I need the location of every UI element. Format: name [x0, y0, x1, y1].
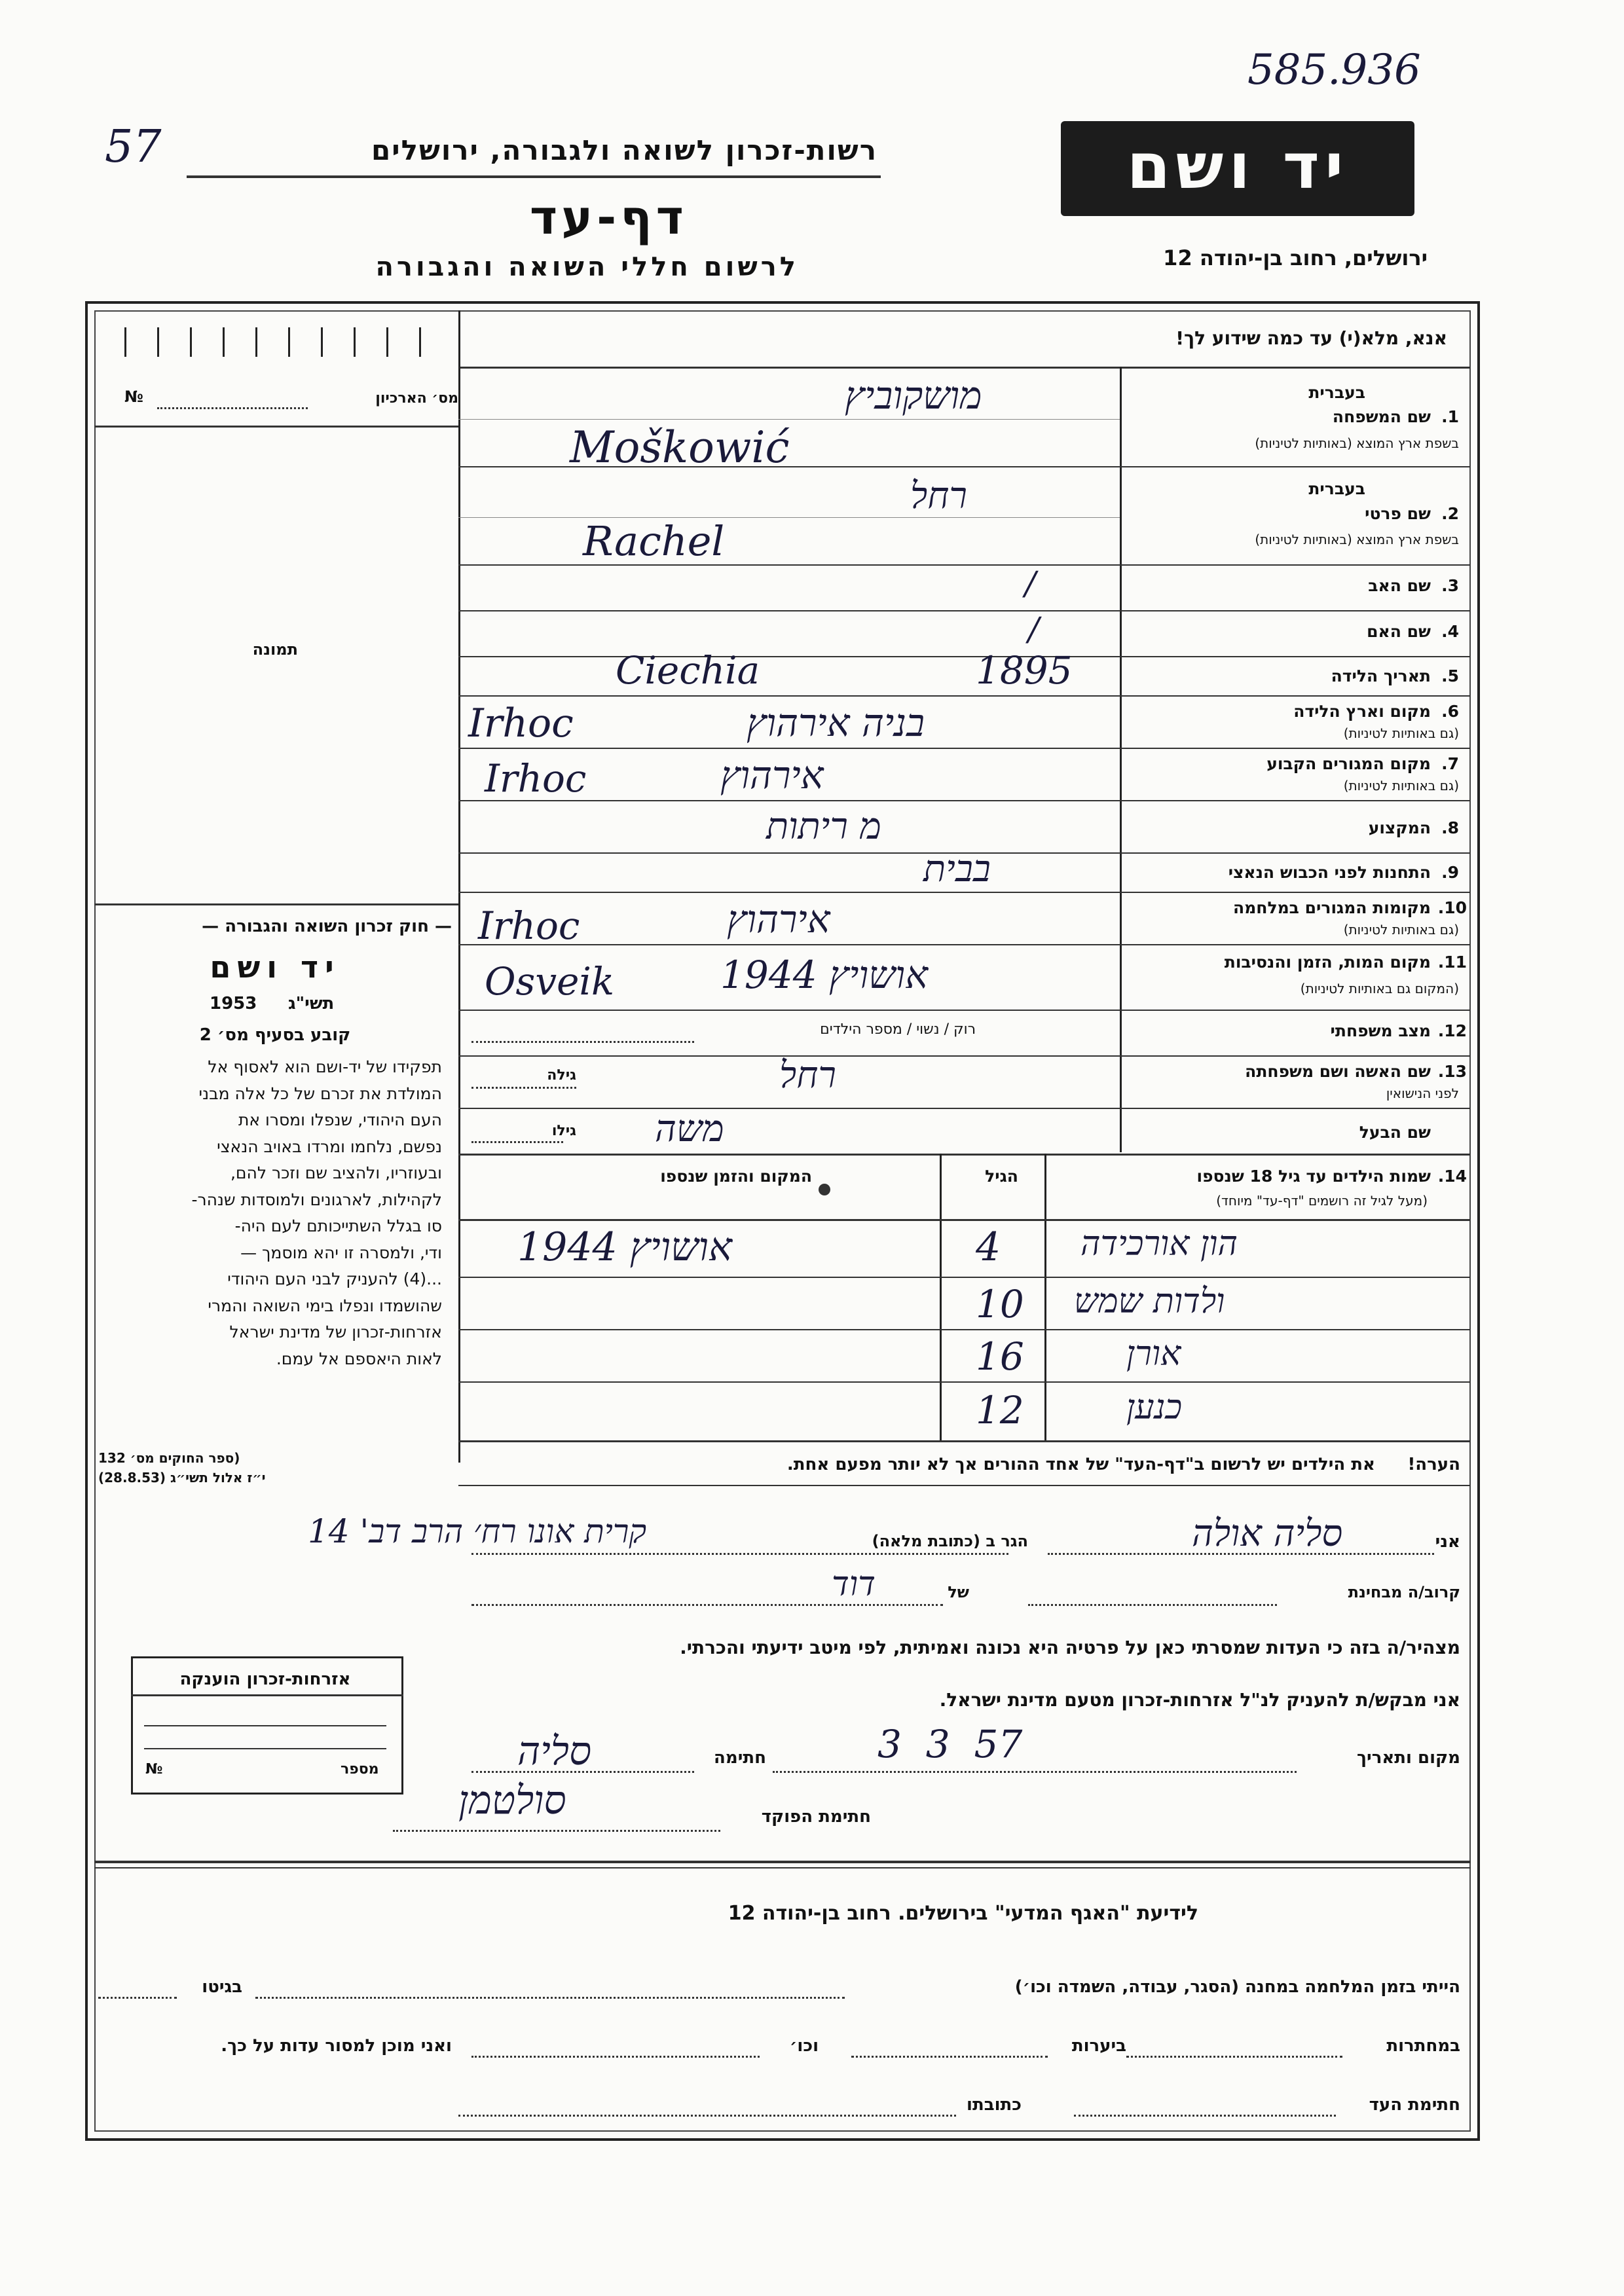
f13-value: רחל [779, 1054, 836, 1097]
child-name: ולדות שמש [1074, 1282, 1225, 1321]
forests-line [851, 2056, 1048, 2058]
f14-num: 14. [1437, 1167, 1467, 1186]
f2-hebrew-value: רחל [910, 475, 967, 517]
row-rule [458, 1055, 1470, 1057]
underground-line [1126, 2056, 1342, 2058]
f11-label: מקום המות, הזמן והנסיבות [1224, 953, 1431, 972]
f8-label: המקצוע [1368, 818, 1431, 837]
row-rule [458, 656, 1470, 657]
law-clause: קובע בסעיף מס׳ 2 [199, 1025, 351, 1045]
declaration-text: מצהיר/ה בזה כי העדות שמסרתי כאן על פרטיה היא נכונה ואמיתית, לפי מיטב ידיעתי והכרתי. [680, 1637, 1460, 1658]
declarant-name-line [1048, 1553, 1434, 1555]
law-title: — חוק זכרון השואה והגבורה — [202, 917, 452, 936]
witness-address-line [458, 2115, 956, 2117]
child-age: 16 [976, 1334, 1024, 1379]
child-name: כנען [1126, 1388, 1183, 1427]
f6-sub: (גם באותיות לטיניות) [1343, 725, 1459, 741]
f7-latin-value: Irhoc [485, 756, 587, 801]
instructions: אנא, מלא(י) עד כמה שידוע לך! [1175, 327, 1447, 349]
f14-sub: (מעל לגיל זה רושמים "דף-עד" מיוחד) [1216, 1193, 1428, 1209]
archive-no-line [157, 407, 308, 409]
logo-text: יד ושם [1126, 130, 1349, 203]
row-rule [458, 610, 1470, 611]
witness-signature-line [1074, 2115, 1336, 2117]
child-age: 10 [976, 1282, 1024, 1326]
f12-label: מצב משפחתי [1330, 1021, 1431, 1040]
declarant-relative-line [1028, 1604, 1277, 1606]
children-row-rule [458, 1440, 1470, 1442]
f13-num: 13. [1437, 1062, 1467, 1081]
declarant-address-value: קרית אונו רח׳ הרב דב' 14 [308, 1512, 647, 1550]
f1-num: 1. [1441, 407, 1459, 426]
f6-num: 6. [1441, 702, 1459, 721]
certificate-title: אזרחות-זכרון הוענקה [179, 1669, 351, 1689]
husband-age-label: גילו [551, 1123, 576, 1139]
children-header-rule [458, 1219, 1470, 1221]
law-line: ובעוזריו, ולהציב שם וזכר להם, [230, 1163, 442, 1182]
underground-label: במחתרות [1386, 2036, 1460, 2056]
certificate-no-label: מספר [341, 1761, 379, 1777]
certificate-line-b [144, 1748, 386, 1749]
f8-num: 8. [1441, 818, 1459, 837]
label-column-divider [1120, 367, 1122, 1152]
place-date-label: מקום ותאריך [1357, 1748, 1460, 1768]
f1-hebrew-tag: בעברית [1308, 383, 1365, 402]
note-label: הערה! [1407, 1455, 1460, 1474]
form-title: דף-עד [529, 190, 688, 245]
f4-value: / [1028, 610, 1039, 648]
archive-ticks [124, 321, 426, 360]
law-text [98, 1054, 442, 1372]
signature-line [471, 1771, 694, 1773]
law-line: ודי, ולמסרה זו יהא מוסמך — [240, 1243, 442, 1262]
row-rule [458, 1154, 1470, 1156]
f5-place-value: Ciechia [616, 648, 760, 693]
ghetto-line [98, 1997, 177, 1999]
law-source-2: י״ז אלול תשי״ג (28.8.53) [98, 1470, 266, 1485]
law-line: לאות היאספם אל עמם. [276, 1349, 442, 1368]
f7-hebrew-value: אירהוץ [720, 753, 824, 797]
f2-sub: בשפת ארץ המוצא (באותיות לטיניות) [1255, 532, 1459, 547]
f7-sub: (גם באותיות לטיניות) [1343, 778, 1459, 793]
signature-label: חתימה [714, 1748, 766, 1768]
f11-latin-value: Osveik [485, 959, 615, 1004]
law-brand: יד ושם [210, 949, 341, 985]
declarant-i-label: אני [1435, 1532, 1460, 1552]
authority-underline [187, 175, 881, 178]
row-rule [458, 892, 1470, 893]
f2-hebrew-tag: בעברית [1308, 479, 1365, 498]
f13-label: שם האשה ושם משפחתה [1245, 1062, 1431, 1081]
children-row-rule [458, 1381, 1470, 1383]
f10-num: 10. [1437, 898, 1467, 917]
note-rule [458, 1485, 1470, 1486]
husband-label: שם הבעל [1359, 1123, 1431, 1142]
request-text: אני מבקש/ת להעניק לנ"ל אזרחות-זכרון מטעם מדינת ישראל. [939, 1689, 1460, 1711]
col-place-header: המקום והזמן שנספו [660, 1167, 812, 1186]
law-source-1: (ספר החוקים מס׳ 132 [98, 1450, 240, 1466]
camp-line-label: הייתי בזמן המלחמה במחנה (הסגר, עבודה, השמדה וכו׳) [1014, 1977, 1460, 1997]
date-value: 3 3 57 [877, 1722, 1023, 1766]
f5-date-value: 1895 [976, 648, 1073, 693]
children-row-rule [458, 1329, 1470, 1330]
law-line: סו בגלל השתייכותם לעם היה- [234, 1216, 442, 1235]
f11-hebrew-value: אושויץ 1944 [720, 953, 929, 997]
declarant-relative-label: קרוב/ה מבחינת [1348, 1583, 1460, 1601]
declarant-of-label: של [948, 1583, 969, 1601]
center-dot-mark [819, 1184, 830, 1195]
witness-address-label: כתובתו [967, 2095, 1022, 2115]
signature-value: סליה [517, 1728, 592, 1774]
law-line: ...(4) להעניק לבני העם היהודי [227, 1269, 442, 1288]
archive-no-suffix: № [124, 388, 143, 406]
f9-label: התחנות לפני הכבוש הנאצי [1228, 863, 1431, 882]
f2-num: 2. [1441, 504, 1459, 523]
f1-sub: בשפת ארץ המוצא (באותיות לטיניות) [1255, 435, 1459, 451]
f12-num: 12. [1437, 1021, 1467, 1040]
declarant-lives-label: הגר ב (כתובת מלאה) [872, 1532, 1028, 1550]
husband-value: משה [655, 1108, 724, 1150]
form-subtitle: לרשום חללי השואה והגבורה [375, 252, 799, 282]
f1-latin-value: Moškowić [570, 422, 790, 473]
f11-sub: (המקום גם באותיות לטיניות) [1300, 981, 1459, 996]
declarant-address-line [471, 1553, 1008, 1555]
scientific-attention: לידיעת "האגף המדעי" בירושלים. רחוב בן-יהודה 12 [728, 1902, 1198, 1925]
f2-label: שם פרטי [1365, 504, 1431, 523]
row-rule [458, 944, 1470, 945]
instructions-rule [458, 367, 1470, 369]
witness-signature-label: חתימת העד [1369, 2095, 1460, 2115]
f6-label: מקום וארץ הלידה [1293, 702, 1431, 721]
row-rule [458, 800, 1470, 801]
declarant-relation-value: דוד [832, 1565, 876, 1604]
f13-age-line [471, 1087, 576, 1089]
note-text: את הילדים יש לרשום ב"דף-העד" של אחד ההורים אך לא יותר מפעם אחת. [786, 1455, 1375, 1474]
f5-num: 5. [1441, 666, 1459, 685]
place-date-line [773, 1771, 1297, 1773]
f6-hebrew-value: בניה אירהוץ [747, 701, 925, 745]
row-rule [458, 695, 1470, 697]
bottom-section-rule-2 [94, 1867, 1471, 1868]
husband-age-line [471, 1141, 563, 1143]
f4-label: שם האם [1367, 622, 1431, 641]
row-sub-rule [458, 419, 1120, 420]
law-year: 1953 [210, 994, 257, 1013]
archive-rule [94, 426, 458, 428]
law-line: לקהילות, לארגונים ולמוסדות שנהר- [191, 1190, 442, 1209]
f1-label: שם המשפחה [1332, 407, 1431, 426]
law-line: נפשם, נלחמו ומרדו באויב הנאצי [217, 1137, 442, 1156]
law-line: אזרחות-זכרון של מדינת ישראל [229, 1322, 442, 1341]
child-age: 4 [976, 1224, 1001, 1270]
f12-options: רוק / נשוי / מספר הילדים [820, 1021, 976, 1038]
law-line: תפקידו של יד-ושם הוא לאסוף אל [208, 1057, 442, 1076]
f4-num: 4. [1441, 622, 1459, 641]
child-name: אורן [1126, 1334, 1181, 1374]
photo-rule [94, 903, 458, 905]
left-panel-divider [458, 310, 460, 1463]
row-rule [458, 1108, 1470, 1109]
f3-label: שם האב [1368, 576, 1431, 595]
forests-label: ביערות [1071, 2036, 1126, 2056]
handwritten-sheet-number: 57 [105, 121, 162, 173]
testimony-label: ואני מוכן למסור עדות על כך. [221, 2036, 452, 2056]
bottom-section-rule [94, 1861, 1471, 1863]
f8-value: מ ריתות [766, 805, 881, 848]
archive-no-label: מס׳ הארכיון [375, 390, 458, 407]
f9-num: 9. [1441, 863, 1459, 882]
official-line [393, 1830, 720, 1832]
law-line: העם היהודי, שנפלו ומסרו את [238, 1110, 442, 1129]
law-line: המולדת את זכרם של כל אלה מבני [198, 1084, 442, 1103]
f14-label: שמות הילדים עד גיל 18 שנספו [1196, 1167, 1431, 1186]
f10-label: מקומות המגורים במלחמה [1233, 898, 1431, 917]
children-col-divider-1 [1044, 1154, 1046, 1442]
official-label: חתימת הפוקד [761, 1807, 871, 1827]
f7-label: מקום המגורים הקבוע [1266, 754, 1431, 773]
f7-num: 7. [1441, 754, 1459, 773]
children-col-divider-2 [940, 1154, 942, 1442]
etc-line [471, 2056, 760, 2058]
certificate-no-suffix: № [145, 1761, 163, 1777]
f5-label: תאריך הלידה [1331, 666, 1431, 685]
row-sub-rule [458, 517, 1120, 518]
f6-latin-value: Irhoc [468, 701, 574, 746]
f10-sub: (גם באותיות לטיניות) [1343, 922, 1459, 938]
law-line: שהושמדו ונפלו בימי השואה והמרי [208, 1296, 442, 1315]
f11-num: 11. [1437, 953, 1467, 972]
authority-name: רשות-זכרון לשואה ולגבורה, ירושלים [371, 134, 877, 166]
f2-latin-value: Rachel [583, 517, 725, 565]
child-age: 12 [976, 1388, 1024, 1432]
ghetto-label: בגיטו [202, 1977, 242, 1997]
f13-age-label: גילה [547, 1067, 576, 1084]
child-name: הון אורכידה [1080, 1224, 1238, 1264]
etc-label: וכו׳ [789, 2036, 819, 2056]
child-place: אושויץ 1944 [517, 1224, 732, 1270]
f10-latin-value: Irhoc [478, 903, 580, 948]
certificate-rule [131, 1694, 403, 1696]
declarant-name-value: סליה אולה [1192, 1512, 1343, 1555]
official-value: סולטמן [458, 1777, 566, 1823]
law-year-hebrew: תשי"ג [288, 994, 335, 1013]
f12-dotline [471, 1041, 694, 1043]
handwritten-file-number: 585.936 [1247, 46, 1421, 94]
f1-hebrew-value: מושקוביץ [845, 373, 982, 418]
declarant-relation-line [471, 1604, 943, 1606]
f10-hebrew-value: אירהוץ [727, 897, 830, 941]
address: ירושלים, רחוב בן-יהודה 12 [1163, 246, 1428, 270]
f9-value: בבית [923, 848, 991, 890]
camp-line [255, 1997, 845, 1999]
row-rule [458, 1010, 1470, 1011]
children-row-rule [458, 1277, 1470, 1278]
certificate-line-a [144, 1725, 386, 1726]
f13-sub: לפני הנישואין [1386, 1085, 1459, 1101]
photo-label: תמונה [252, 640, 298, 659]
row-rule [458, 748, 1470, 749]
f3-value: / [1025, 564, 1036, 602]
f3-num: 3. [1441, 576, 1459, 595]
col-age-header: הגיל [985, 1167, 1018, 1186]
